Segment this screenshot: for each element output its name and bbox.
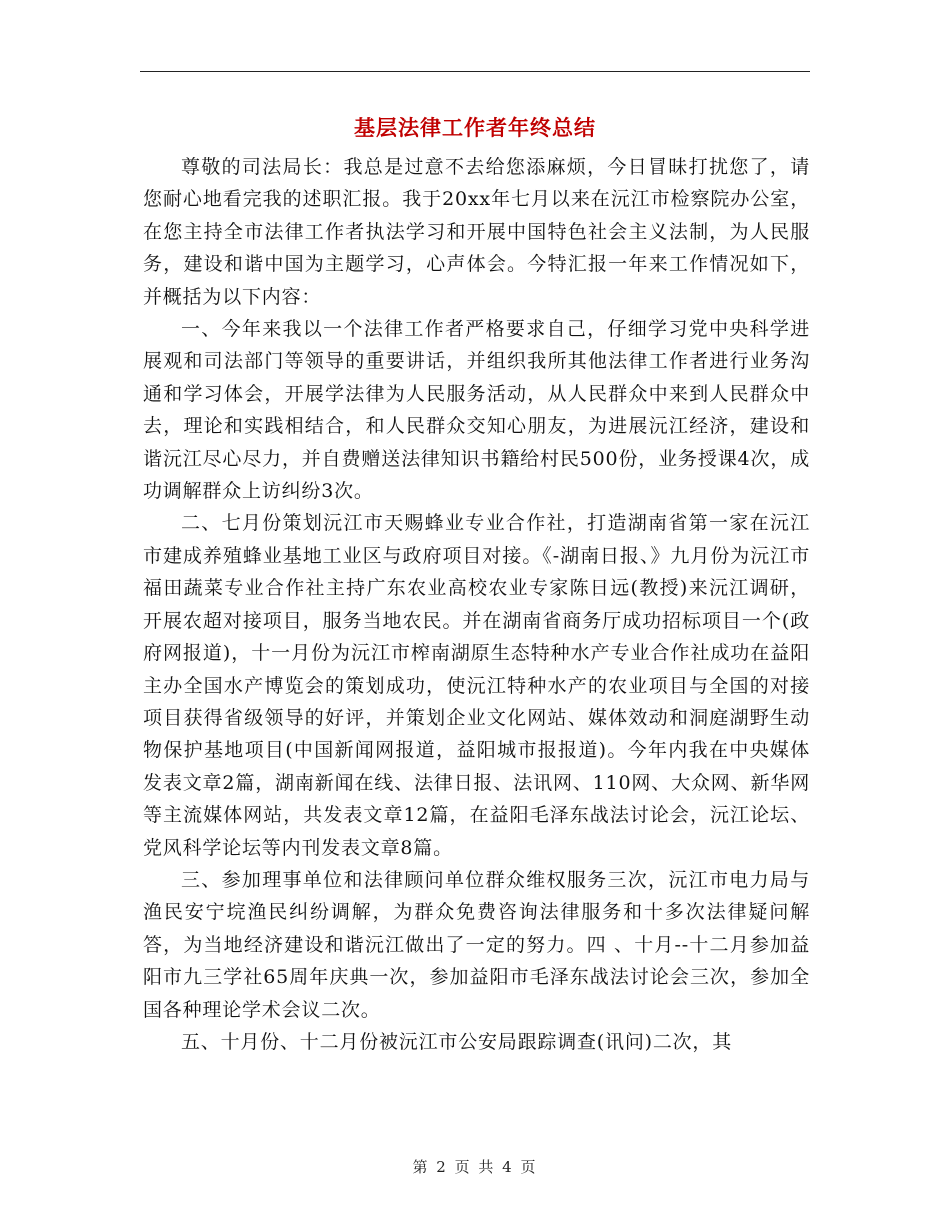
paragraph-intro: 尊敬的司法局长：我总是过意不去给您添麻烦，今日冒昧打扰您了，请您耐心地看完我的述职汇报。我于20xx年七月以来在沅江市检察院办公室，在您主持全市法律工作者执法学习和开展中国特色社会主义法制，为人民服务，建设和谐中国为主题学习，心声体会。今特汇报一年来工作情况如下，并概括为以下内容： xyxy=(143,156,810,308)
paragraph-item-3: 三、参加理事单位和法律顾问单位群众维权服务三次，沅江市电力局与渔民安宁垸渔民纠纷调解，为群众免费咨询法律服务和十多次法律疑问解答，为当地经济建设和谐沅江做出了一定的努力。四 、十月--十二月参加益阳市九三学社65周年庆典一次，参加益阳市毛泽东战法讨论会三次，参加全国各种理论学术会议二次。 xyxy=(143,868,810,1021)
paragraph-item-1: 一、今年来我以一个法律工作者严格要求自己，仔细学习党中央科学进展观和司法部门等领导的重要讲话，并组织我所其他法律工作者进行业务沟通和学习体会，开展学法律为人民服务活动，从人民群众中来到人民群众中去，理论和实践相结合，和人民群众交知心朋友，为进展沅江经济，建设和谐沅江尽心尽力，并自费赠送法律知识书籍给村民500份，业务授课4次，成功调解群众上访纠纷3次。 xyxy=(143,318,810,503)
document-title: 基层法律工作者年终总结 xyxy=(354,116,596,140)
paragraph-item-2: 二、七月份策划沅江市天赐蜂业专业合作社，打造湖南省第一家在沅江市建成养殖蜂业基地工业区与政府项目对接。《-湖南日报、》九月份为沅江市福田蔬菜专业合作社主持广东农业高校农业专家陈日远(教授)来沅江调研，开展农超对接项目，服务当地农民。并在湖南省商务厅成功招标项目一个(政府网报道)，十一月份为沅江市榨南湖原生态特种水产专业合作社成功在益阳主办全国水产博览会的策划成功，使沅江特种水产的农业项目与全国的对接项目获得省级领导的好评，并策划企业文化网站、媒体效动和洞庭湖野生动物保护基地项目(中国新闻网报道，益阳城市报报道)。今年内我在中央媒体发表文章2篇，湖南新闻在线、法律日报、法讯网、110网、大众网、新华网等主流媒体网站，共发表文章12篇，在益阳毛泽东战法讨论会，沅江论坛、党风科学论坛等内刊发表文章8篇。 xyxy=(143,512,810,859)
document-body xyxy=(143,151,810,1058)
page-number: 第 2 页 共 4 页 xyxy=(412,1158,538,1176)
paragraph-item-5: 五、十月份、十二月份被沅江市公安局跟踪调查(讯问)二次，其 xyxy=(181,1030,733,1053)
header-rule xyxy=(140,71,810,72)
